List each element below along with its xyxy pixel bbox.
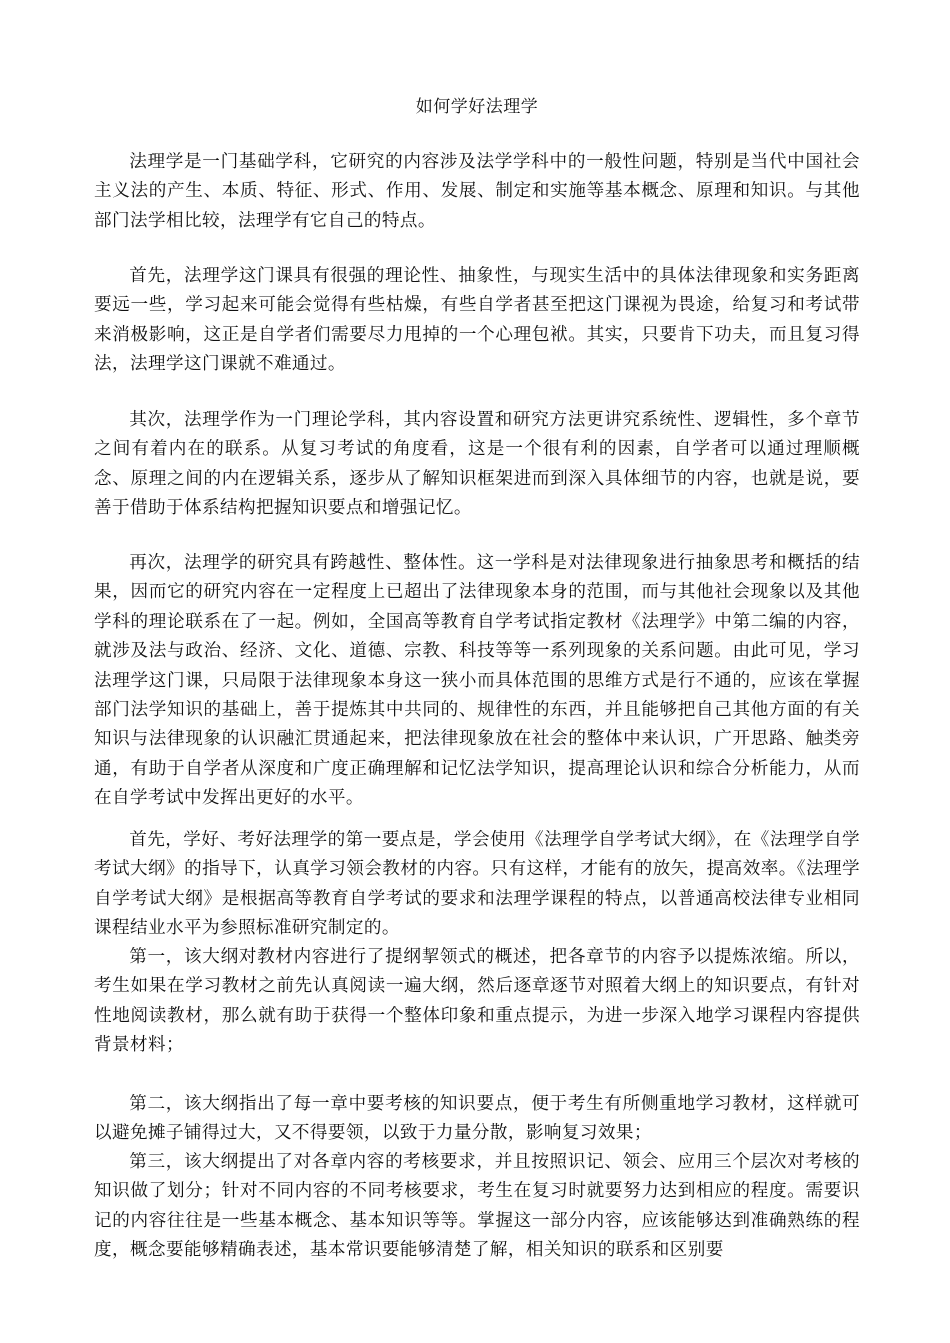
paragraph-second-feature: 其次，法理学作为一门理论学科，其内容设置和研究方法更讲究系统性、逻辑性，多个章节之间有着内在的联系。从复习考试的角度看，这是一个很有利的因素，自学者可以通过理顺概念、原理之间的内在逻辑关系，逐步从了解知识框架进而到深入具体细节的内容，也就是说，要善于借助于体系结构把握知识要点和增强记忆。 bbox=[94, 410, 860, 519]
paragraph-syllabus-point-three: 第三，该大纲提出了对各章内容的考核要求，并且按照识记、领会、应用三个层次对考核的知识做了划分；针对不同内容的不同考核要求，考生在复习时就要努力达到相应的程度。需要识记的内容往往是一些基本概念、基本知识等等。掌握这一部分内容，应该能够达到准确熟练的程度，概念要能够精确表述，基本常识要能够清楚了解，相关知识的联系和区别要 bbox=[94, 1152, 860, 1261]
paragraph-first-feature: 首先，法理学这门课具有很强的理论性、抽象性，与现实生活中的具体法律现象和实务距离要远一些，学习起来可能会觉得有些枯燥，有些自学者甚至把这门课视为畏途，给复习和考试带来消极影响，这正是自学者们需要尽力甩掉的一个心理包袱。其实，只要肯下功夫，而且复习得法，法理学这门课就不难通过。 bbox=[94, 266, 860, 375]
document-title: 如何学好法理学 bbox=[415, 97, 539, 117]
paragraph-syllabus-point-one: 第一，该大纲对教材内容进行了提纲挈领式的概述，把各章节的内容予以提炼浓缩。所以，考生如果在学习教材之前先认真阅读一遍大纲，然后逐章逐节对照着大纲上的知识要点，有针对性地阅读教材，那么就有助于获得一个整体印象和重点提示，为进一步深入地学习课程内容提供背景材料； bbox=[94, 947, 860, 1056]
paragraph-syllabus-point-two: 第二，该大纲指出了每一章中要考核的知识要点，便于考生有所侧重地学习教材，这样就可以避免摊子铺得过大，又不得要领，以致于力量分散，影响复习效果； bbox=[94, 1094, 860, 1144]
paragraph-third-feature: 再次，法理学的研究具有跨越性、整体性。这一学科是对法律现象进行抽象思考和概括的结果，因而它的研究内容在一定程度上已超出了法律现象本身的范围，而与其他社会现象以及其他学科的理论联系在了一起。例如，全国高等教育自学考试指定教材《法理学》中第二编的内容，就涉及法与政治、经济、文化、道德、宗教、科技等等一系列现象的关系问题。由此可见，学习法理学这门课，只局限于法律现象本身这一狭小而具体范围的思维方式是行不通的，应该在掌握部门法学知识的基础上，善于提炼其中共同的、规律性的东西，并且能够把自己其他方面的有关知识与法律现象的认识融汇贯通起来，把法律现象放在社会的整体中来认识，广开思路、触类旁通，有助于自学者从深度和广度正确理解和记忆法学知识，提高理论认识和综合分析能力，从而在自学考试中发挥出更好的水平。 bbox=[94, 553, 860, 809]
paragraph-syllabus-usage: 首先，学好、考好法理学的第一要点是，学会使用《法理学自学考试大纲》，在《法理学自学考试大纲》的指导下，认真学习领会教材的内容。只有这样，才能有的放矢，提高效率。《法理学自学考试大纲》是根据高等教育自学考试的要求和法理学课程的特点，以普通高校法律专业相同课程结业水平为参照标准研究制定的。 bbox=[94, 830, 860, 939]
paragraph-intro: 法理学是一门基础学科，它研究的内容涉及法学学科中的一般性问题，特别是当代中国社会主义法的产生、本质、特征、形式、作用、发展、制定和实施等基本概念、原理和知识。与其他部门法学相比较，法理学有它自己的特点。 bbox=[94, 152, 860, 231]
